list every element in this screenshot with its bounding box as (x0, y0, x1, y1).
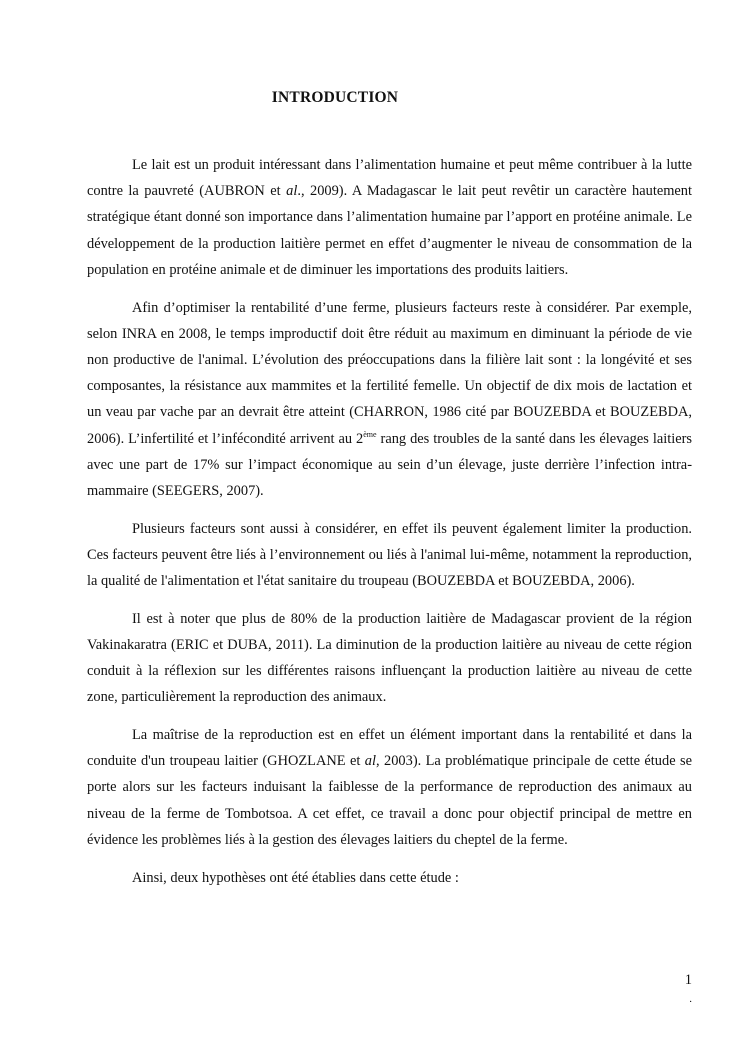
page-number: 1 (684, 972, 692, 988)
page-mark: . (689, 993, 692, 1005)
paragraph-text: rang des troubles de la santé dans les élevages laitiers avec une part de 17% sur l’impact économique au sein d’un élevage, juste derrière l’infection intra-mammaire (SEEGERS, 2007). (87, 430, 692, 499)
paragraph (87, 865, 692, 891)
paragraph (87, 295, 692, 505)
paragraph-text: , 2003). La problématique principale de cette étude se porte alors sur les facteurs induisant la faiblesse de la performance de reproduction des animaux au niveau de la ferme de Tombotsoa. A cet effet, ce travail a donc pour objectif principal de mettre en évidence les problèmes liés à la gestion des élevages laitiers du cheptel de la ferme. (87, 753, 693, 848)
paragraph-text: Le lait est un produit intéressant dans l’alimentation humaine et peut même contribuer à la lutte contre la pauvreté (AUBRON et (87, 157, 692, 200)
paragraph-text: Afin d’optimiser la rentabilité d’une ferme, plusieurs facteurs reste à considérer. Par exemple, selon INRA en 2008, le temps improductif doit être réduit au maximum en diminuant la période de vie non productive de l'animal. L’évolution des préoccupations dans la filière lait sont : la longévité et ses composantes, la résistance aux mammites et la fertilité femelle. Un objectif de dix mois de lactation et un veau par vache par an devrait être atteint (CHARRON, 1986 cité par BOUZEBDA et BOUZEBDA, 2006). L’infertilité et l’infécondité arrivent au 2 (87, 299, 692, 447)
paragraph-text: La maîtrise de la reproduction est en effet un élément important dans la rentabilité et dans la conduite d'un troupeau laitier (GHOZLANE et (87, 727, 692, 770)
italic-text: al (286, 183, 298, 200)
italic-text: al (364, 753, 376, 770)
paragraph-text: ., 2009). A Madagascar le lait peut revêtir un caractère hautement stratégique étant donné son importance dans l’alimentation humaine par l’apport en protéine animale. Le développement de la production laitière permet en effet d’augmenter le niveau de consommation de la population en protéine animale et de diminuer les importations des produits laitiers. (87, 183, 692, 278)
page-title: INTRODUCTION (271, 89, 399, 106)
body-text (87, 152, 692, 902)
paragraph (87, 722, 692, 853)
paragraph-text: Plusieurs facteurs sont aussi à considérer, en effet ils peuvent également limiter la production. Ces facteurs peuvent être liés à l’environnement ou liés à l'animal lui-même, notamment la reproduction, la qualité de l'alimentation et l'état sanitaire du troupeau (BOUZEBDA et BOUZEBDA, 2006). (87, 520, 692, 590)
superscript-text: ème (363, 429, 377, 439)
paragraph (87, 152, 692, 283)
paragraph-text: Ainsi, deux hypothèses ont été établies dans cette étude : (132, 869, 459, 886)
paragraph (87, 516, 692, 595)
paragraph (87, 606, 692, 711)
paragraph-text: Il est à noter que plus de 80% de la production laitière de Madagascar provient de la région Vakinakaratra (ERIC et DUBA, 2011). La diminution de la production laitière au niveau de cette région conduit à la réflexion sur les différentes raisons influençant la production laitière au niveau de cette zone, particulièrement la reproduction des animaux. (87, 610, 692, 706)
